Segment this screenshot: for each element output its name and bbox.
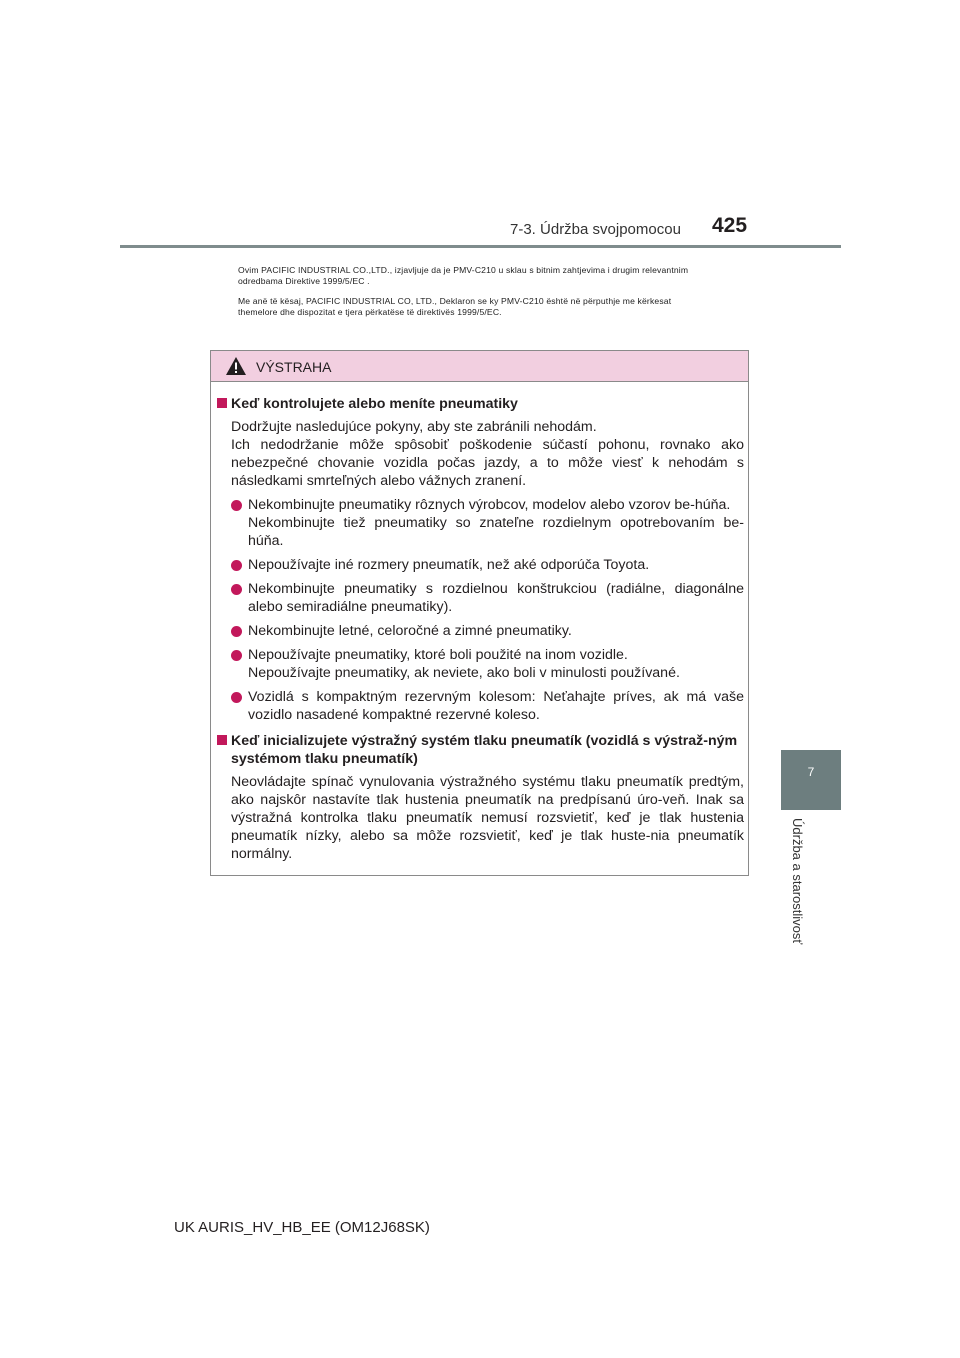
warning-triangle-icon <box>225 356 247 376</box>
declaration-line: Ovim PACIFIC INDUSTRIAL CO.,LTD., izjavljuje da je PMV-C210 u sklau s bitnim zahtjevima i drugim relevantnim <box>238 265 689 275</box>
warning-box <box>210 350 749 876</box>
header-divider <box>120 245 841 248</box>
list-item: Nekombinujte letné, celoročné a zimné pneumatiky. <box>231 622 744 640</box>
square-bullet-icon <box>217 398 227 408</box>
round-bullet-icon <box>231 560 242 571</box>
chapter-label <box>787 818 807 968</box>
footer-code: UK AURIS_HV_HB_EE (OM12J68SK) <box>174 1219 430 1236</box>
list-item: Nepoužívajte pneumatiky, ktoré boli použité na inom vozidle. Nepoužívajte pneumatiky, ak neviete, ako boli v minulosti používané. <box>231 646 744 682</box>
round-bullet-icon <box>231 584 242 595</box>
list-item: Nekombinujte pneumatiky s rozdielnou konštrukciou (radiálne, diagonálne alebo semiradiálne pneumatiky). <box>231 580 744 616</box>
warning-title: VÝSTRAHA <box>256 359 332 375</box>
declaration-line: Me anë të kësaj, PACIFIC INDUSTRIAL CO, LTD., Deklaron se ky PMV-C210 është në përputhje me kërkesat <box>238 296 672 306</box>
declaration-croatian <box>238 265 688 287</box>
round-bullet-icon <box>231 692 242 703</box>
list-item: Nekombinujte pneumatiky rôznych výrobcov, modelov alebo vzorov be-húňa. Nekombinujte tiež pneumatiky so znateľne rozdielnym opotrebovaním be-húňa. <box>231 496 744 550</box>
square-bullet-icon <box>217 735 227 745</box>
chapter-tab: 7 <box>781 750 841 810</box>
warning-header <box>211 351 748 382</box>
declaration-line: odredbama Direktive 1999/5/EC . <box>238 276 370 286</box>
section-heading: Keď kontrolujete alebo meníte pneumatiky <box>217 395 744 413</box>
section-title: 7-3. Údržba svojpomocou <box>510 221 681 238</box>
round-bullet-icon <box>231 650 242 661</box>
chapter-label-text: Údržba a starostlivosť <box>790 818 805 945</box>
section-intro <box>231 418 744 490</box>
intro-line: Dodržujte nasledujúce pokyny, aby ste zabránili nehodám. <box>231 419 597 435</box>
round-bullet-icon <box>231 500 242 511</box>
page-number: 425 <box>712 214 748 237</box>
round-bullet-icon <box>231 626 242 637</box>
section-text: Neovládajte spínač vynulovania výstražného systému tlaku pneumatík predtým, ako najskôr nastavíte tlak hustenia pneumatík na predpísanú úro-veň. Inak sa výstražná kontrolka tlaku pneumatík nemusí rozsvietiť, keď je tlak hustenia pneumatík nízky, alebo sa môže rozsvietiť, keď je tlak huste-nia pneumatík normálny. <box>231 774 744 862</box>
list-item: Nepoužívajte iné rozmery pneumatík, než aké odporúča Toyota. <box>231 556 744 574</box>
intro-line: Ich nedodržanie môže spôsobiť poškodenie súčastí pohonu, rovnako ako nebezpečné chovanie vozidla počas jazdy, a to môže viesť k nehodám s následkami smrteľných alebo vážnych zranení. <box>231 437 744 489</box>
section-heading: Keď inicializujete výstražný systém tlaku pneumatík (vozidlá s výstraž-ným systémom tlaku pneumatík) <box>217 732 744 768</box>
list-item: Vozidlá s kompaktným rezervným kolesom: Neťahajte príves, ak má vaše vozidlo nasadené kompaktné rezervné koleso. <box>231 688 744 724</box>
declaration-albanian <box>238 296 671 318</box>
section-tire-check <box>217 395 744 863</box>
declaration-line: themelore dhe dispozitat e tjera përkatëse të direktivës 1999/5/EC. <box>238 307 502 317</box>
